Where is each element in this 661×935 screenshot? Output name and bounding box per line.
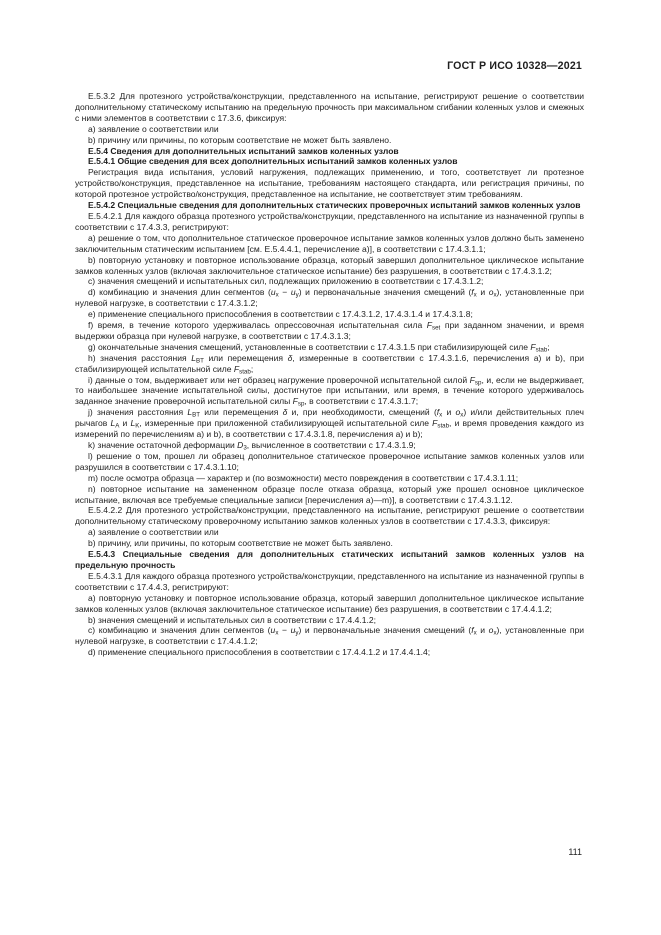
list-item: а) решение о том, что дополнительное статическое проверочное испытание замков коленных узлов должно быть заменено заключительным статическим испытанием [см. Е.5.4.4.1, перечисление а)], в соответствии с 17.4.3.1.1; [75, 232, 584, 254]
section-heading: Е.5.4 Сведения для дополнительных испытаний замков коленных узлов [88, 145, 399, 156]
paragraph: Е.5.4.2.2 Для протезного устройства/конструкции, представленного на испытание, регистрируют решение о соответствии дополнительному статическому проверочному испытанию замков коленных узлов в соответствии с 17.4.3.3, фиксируя: [75, 505, 584, 527]
page-number: 111 [568, 847, 582, 857]
page-header: ГОСТ Р ИСО 10328—2021 [447, 60, 582, 72]
section-heading: Е.5.4.1 Общие сведения для всех дополнительных испытаний замков коленных узлов [88, 156, 458, 167]
list-item: e) применение специального приспособления в соответствии с 17.4.3.1.2, 17.4.3.1.4 и 17.4.3.1.8; [88, 309, 473, 320]
list-item: g) окончательные значения смещений, установленные в соответствии с 17.4.3.1.5 при стабилизирующей силе $F_{stab}$; [88, 341, 550, 354]
section-heading: Е.5.4.3 Специальные сведения для дополнительных статических испытаний замков коленных узлов на предельную прочность [75, 549, 584, 570]
document-body [75, 91, 584, 658]
list-item: d) применение специального приспособления в соответствии с 17.4.4.1.2 и 17.4.4.1.4; [88, 647, 431, 658]
list-item: m) после осмотра образца — характер и (по возможности) место повреждения в соответствии с 17.4.3.1.11; [88, 472, 519, 483]
list-item: а) заявление о соответствии или [88, 527, 219, 538]
list-item: а) повторную установку и повторное использование образца, который завершил дополнительное циклическое испытание замков коленных узлов (включая заключительное статическое испытание) без разрушения, в соответствии с 17.4.4.1.2; [75, 592, 584, 614]
paragraph: Е.5.4.2.1 Для каждого образца протезного устройства/конструкции, представленного на испытание из назначенной группы в соответствии с 17.4.3.3, регистрируют: [75, 210, 584, 232]
paragraph: Е.5.4.3.1 Для каждого образца протезного устройства/конструкции, представленного на испытание из назначенной группы в соответствии с 17.4.4.3, регистрируют: [75, 570, 584, 592]
list-item: c) комбинацию и значения длин сегментов $(u_x - u_y)$ и первоначальные значения смещений ($f_x$ и $o_x$), установленные при нулевой нагрузке, в соответствии с 17.4.4.1.2; [75, 625, 585, 647]
list-item: а) заявление о соответствии или [88, 123, 219, 134]
list-item: i) данные о том, выдерживает или нет образец нагружение проверочной испытательной силой $F_{sp}$, и, если не выдерживает, то наибольшее значение испытательной силы, достигнутое при испытании, или время, в течение которого удерживалось заданное значение проверочной испытательной силы $F_{sp}$, в соответствии с 17.4.3.1.7; [75, 374, 585, 408]
list-item: l) решение о том, прошел ли образец дополнительное статическое проверочное испытание замков коленных узлов или разрушился в соответствии с 17.4.3.1.10; [75, 450, 584, 472]
list-item: f) время, в течение которого удерживалась опрессовочная испытательная сила $F_{set}$ при заданном значении, и время выдержки образца при нулевой нагрузке, в соответствии с 17.4.3.1.3; [75, 320, 585, 341]
list-item: b) причину, или причины, по которым соответствие не может быть заявлено. [88, 538, 393, 549]
list-item: j) значения расстояния $L_{BT}$ или перемещения δ и, при необходимости, смещений ($f_x$ и $o_x$) и/или действительных плеч рычагов $L_A$ и $L_K$, измеренные при приложенной стабилизирующей испытательной силе $F_{stab}$, и время проведения каждого из измерений по перечислениям а) и b), в соответствии с 17.4.3.1.8, перечисления а) и b); [75, 407, 584, 440]
list-item: k) значение остаточной деформации $D_3$, вычисленное в соответствии с 17.4.3.1.9; [88, 440, 416, 452]
list-item: h) значения расстояния $L_{BT}$ или перемещения δ, измеренные в соответствии с 17.4.3.1.6, перечисления а) и b), при стабилизирующей испытательной силе $F_{stab}$; [75, 352, 584, 376]
list-item: b) повторную установку и повторное использование образца, который завершил дополнительное циклическое испытание замков коленных узлов (включая заключительное статическое испытание) без разрушения, в соответствии с 17.4.3.1.2; [75, 254, 584, 276]
list-item: c) значения смещений и испытательных сил, подлежащих приложению в соответствии с 17.4.3.1.2; [88, 276, 484, 287]
paragraph: Регистрация вида испытания, условий нагружения, подлежащих применению, и того, соответствует ли протезное устройство/конструкция, представленное на испытание, требованиям настоящего стандарта, или регистрация причины, по которой протезное устройство/конструкция, представленное на испытание, не соответствует этим требованиям. [75, 167, 584, 200]
paragraph-e5-3-2: Е.5.3.2 Для протезного устройства/конструкции, представленного на испытание, регистрируют решение о соответствии дополнительному статическому испытанию на предельную прочность при максимальном сгибании коленных узлов и смежных с ними элементов в соответствии с 17.3.6, фиксируя: [75, 91, 584, 123]
list-item: n) повторное испытание на замененном образце после отказа образца, который уже прошел основное циклическое испытание, включая все требуемые специальные записи [перечисления а)—m)], в соответствии с 17.4.3.1.12. [75, 483, 584, 505]
list-item: d) комбинацию и значения длин сегментов $(u_x - u_y)$ и первоначальные значения смещений ($f_x$ и $o_x$), установленные при нулевой нагрузке, в соответствии с 17.4.3.1.2; [75, 287, 584, 309]
list-item: b) значения смещений и испытательных сил в соответствии с 17.4.4.1.2; [88, 614, 377, 625]
list-item: b) причину или причины, по которым соответствие не может быть заявлено. [88, 134, 392, 145]
section-heading: Е.5.4.2 Специальные сведения для дополнительных статических проверочных испытаний замков коленных узлов [88, 200, 581, 211]
